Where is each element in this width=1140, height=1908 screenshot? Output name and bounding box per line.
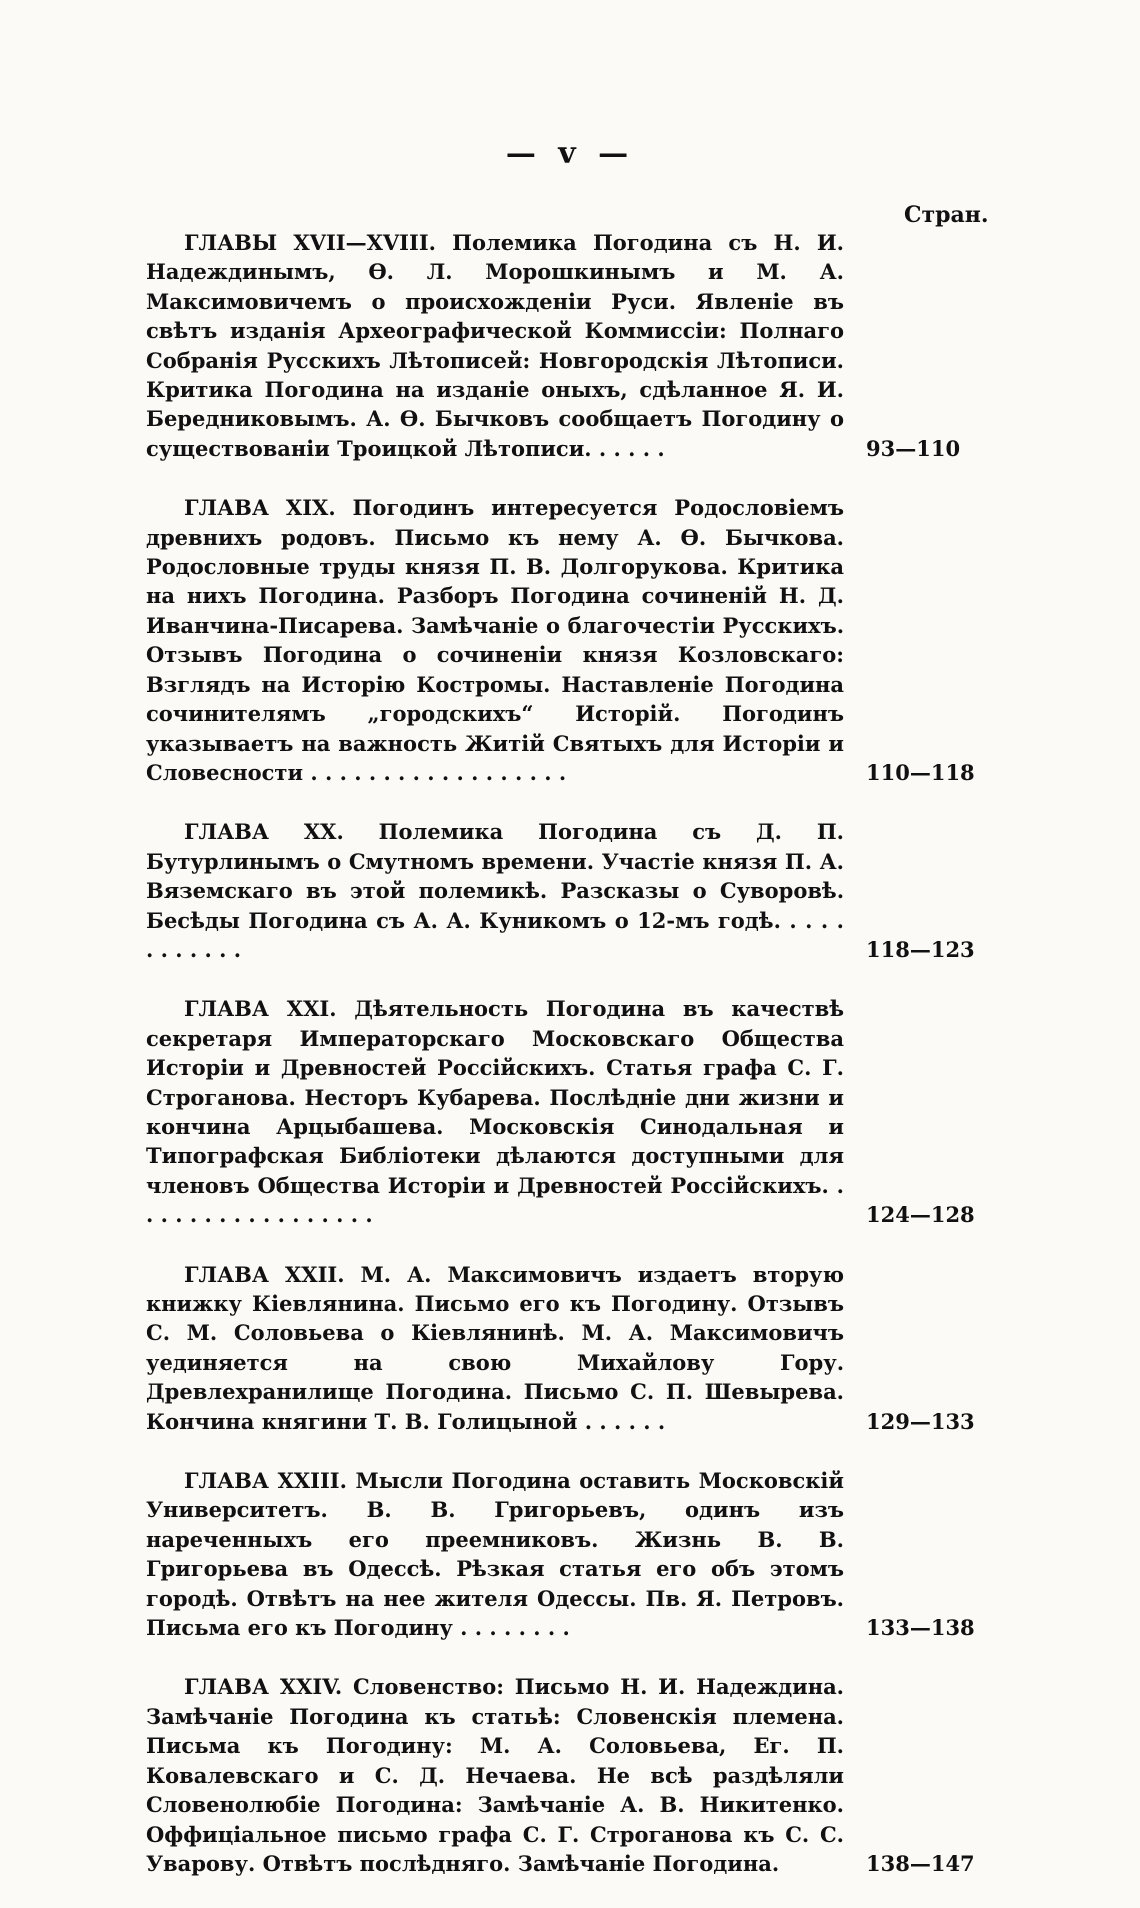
toc-entry-text: ГЛАВА XIX. Погодинъ интересуется Родословіемъ древнихъ родовъ. Письмо къ нему А. Ѳ. Бычкова. Родословные труды князя П. В. Долгорукова. Критика на нихъ Погодина. Разборъ Погодина сочиненій Н. Д. Иванчина-Писарева. Замѣчаніе о благочестіи Русскихъ. Отзывъ Погодина о сочиненіи князя Козловскаго: Взглядъ на Исторію Костромы. Наставленіе Погодина сочинителямъ „городскихъ“ Исторій. Погодинъ указываетъ на важность Житій Святыхъ для Исторіи и Словесности . . . . . . . . . . . . . . . . . . bbox=[146, 495, 844, 785]
toc-entry-pages: 138—147 bbox=[866, 1850, 975, 1876]
toc-entry-pages: 118—123 bbox=[866, 936, 975, 962]
table-of-contents bbox=[146, 228, 974, 1908]
toc-entry-pages: 129—133 bbox=[866, 1408, 975, 1434]
toc-entry-pages: 133—138 bbox=[866, 1615, 975, 1641]
toc-entry-text: ГЛАВА XXI. Дѣятельность Погодина въ качествѣ секретаря Императорскаго Московскаго Общества Исторіи и Древностей Россійскихъ. Статья графа С. Г. Строганова. Несторъ Кубарева. Послѣдніе дни жизни и кончина Арцыбашева. Московскія Синодальная и Типографская Библіотеки дѣлаются доступными для членовъ Общества Исторіи и Древностей Россійскихъ. . . . . . . . . . . . . . . . . . bbox=[146, 996, 844, 1228]
toc-entry bbox=[146, 1466, 975, 1642]
toc-entry-text: ГЛАВА XXII. М. А. Максимовичъ издаетъ вторую книжку Кіевлянина. Письмо его къ Погодину. Отзывъ С. М. Соловьева о Кіевлянинѣ. М. А. Максимовичъ уединяется на свою Михайлову Гору. Древлехранилище Погодина. Письмо С. П. Шевырева. Кончина княгини Т. В. Голицыной . . . . . . bbox=[146, 1261, 844, 1434]
toc-entry bbox=[146, 493, 975, 787]
toc-entry bbox=[146, 228, 961, 463]
pages-column-header: Стран. bbox=[904, 202, 989, 228]
toc-entry-text: ГЛАВЫ XVII—XVIII. Полемика Погодина съ Н. И. Надеждинымъ, Ѳ. Л. Морошкинымъ и М. А. Максимовичемъ о происхожденіи Руси. Явленіе въ свѣтъ изданія Археографической Коммиссіи: Полнаго Собранія Русскихъ Лѣтописей: Новгородскія Лѣтописи. Критика Погодина на изданіе оныхъ, сдѣланное Я. И. Бередниковымъ. А. Ѳ. Бычковъ сообщаетъ Погодину о существованіи Троицкой Лѣтописи. . . . . . bbox=[146, 230, 844, 461]
toc-entry-text: ГЛАВА XXIII. Мысли Погодина оставить Московскій Университетъ. В. В. Григорьевъ, одинъ изъ нареченныхъ его преемниковъ. Жизнь В. В. Григорьева въ Одессѣ. Рѣзкая статья его объ этомъ городѣ. Отвѣтъ на нее жителя Одессы. Пв. Я. Петровъ. Письма его къ Погодину . . . . . . . . bbox=[146, 1468, 844, 1641]
page-number: — v — bbox=[505, 136, 635, 171]
toc-entry-text: ГЛАВА XX. Полемика Погодина съ Д. П. Бутурлинымъ о Смутномъ времени. Участіе князя П. А. Вяземскаго въ этой полемикѣ. Разсказы о Суворовѣ. Бесѣды Погодина съ А. А. Куникомъ о 12-мъ годѣ. . . . . . . . . . . . bbox=[146, 819, 844, 962]
toc-entry bbox=[146, 817, 975, 964]
toc-entry bbox=[146, 1672, 975, 1878]
toc-entry bbox=[146, 994, 975, 1229]
toc-entry bbox=[146, 1260, 975, 1436]
toc-entry-pages: 110—118 bbox=[866, 759, 975, 785]
toc-entry-text: ГЛАВА XXIV. Словенство: Письмо Н. И. Надеждина. Замѣчаніе Погодина къ статьѣ: Словенскія племена. Письма къ Погодину: М. А. Соловьева, Ег. П. Ковалевскаго и С. Д. Нечаева. Не всѣ раздѣляли Словенолюбіе Погодина: Замѣчаніе А. В. Никитенко. Оффиціальное письмо графа С. Г. Строганова къ С. С. Уварову. Отвѣтъ послѣдняго. Замѣчаніе Погодина. bbox=[146, 1674, 844, 1876]
toc-entry-pages: 124—128 bbox=[866, 1202, 975, 1228]
toc-entry-pages: 93—110 bbox=[866, 435, 961, 461]
